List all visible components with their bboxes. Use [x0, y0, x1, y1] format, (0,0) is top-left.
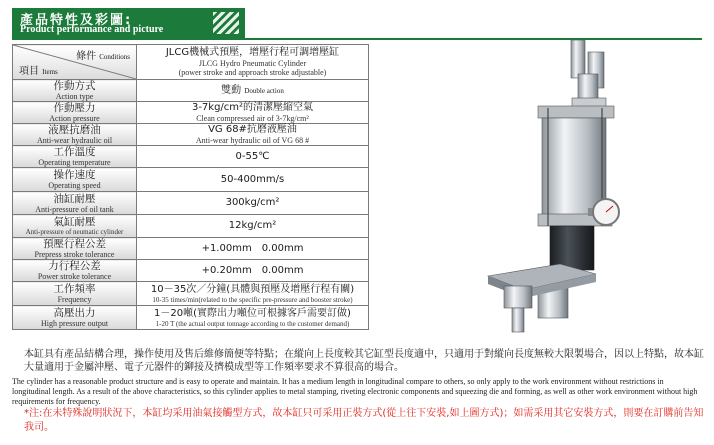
row-label	[13, 282, 137, 306]
row-label	[13, 215, 137, 238]
row-value	[137, 192, 369, 215]
label-en: Operating temperature	[38, 158, 111, 167]
value-text: 12kg/cm²	[228, 220, 277, 231]
installation-warning: *注:在未特殊說明狀況下，本缸均采用油氣接觸型方式，故本缸只可采用正裝方式(從上往下安裝,如上圖方式)；如需采用其它安裝方式，則要在訂購前告知我司。	[24, 408, 704, 433]
value-cn: 10－35次／分鐘(具體與預壓及增壓行程有關)	[150, 283, 355, 295]
corner-condition-en: Conditions	[99, 53, 130, 61]
table-row	[13, 124, 369, 146]
row-value	[137, 102, 369, 124]
value-text: +1.00mm 0.00mm	[201, 242, 304, 254]
label-en: High pressure output	[40, 319, 109, 328]
table-row	[13, 282, 369, 306]
row-value	[137, 282, 369, 306]
table-row	[13, 215, 369, 238]
label-en: Power stroke tolerance	[37, 272, 112, 281]
value-text: 50-400mm/s	[220, 173, 285, 185]
section-title-cn: 產品特性及彩圖:	[20, 13, 133, 28]
value-cn: 1－20噸(實際出力噸位可根據客戶需要訂做)	[154, 307, 351, 319]
corner-item	[19, 62, 58, 77]
label-cn: 氣缸耐壓	[53, 216, 96, 228]
value-cn: 雙動	[221, 84, 242, 96]
label-en: Anti-pressure of oil tank	[35, 204, 114, 214]
label-cn: 預壓行程公差	[43, 238, 106, 250]
model-name-en: JLCG Hydro Pneumatic Cylinder	[198, 59, 307, 68]
label-cn: 液壓抗磨油	[48, 124, 101, 136]
label-en: Anti-wear hydraulic oil	[36, 136, 113, 145]
model-name-en-sub: (power stroke and approach stroke adjustable)	[178, 68, 327, 77]
label-cn: 工作溫度	[53, 146, 96, 158]
row-label	[13, 102, 137, 124]
value-en: Anti-wear hydraulic oil of VG 68 #	[195, 136, 310, 145]
value-text: +0.20mm 0.00mm	[201, 264, 304, 276]
row-value	[137, 306, 369, 330]
row-label	[13, 260, 137, 282]
label-cn: 油缸耐壓	[53, 192, 96, 205]
row-label	[13, 306, 137, 330]
label-en: Frequency	[57, 295, 92, 304]
row-value	[137, 80, 369, 102]
table-row	[13, 306, 369, 330]
label-en: Action pressure	[49, 114, 100, 123]
spec-table	[12, 44, 369, 330]
corner-cell	[13, 45, 137, 80]
row-label	[13, 80, 137, 102]
description-cn: 本缸具有產品結構合理，操作使用及售后維修簡便等特點；在縱向上長度較其它缸型長度適中，只適用于對縱向長度無較大限製場合，因以上特點，故本缸大量適用于金屬沖壓、電子元器件的鉚接及擠模成型等工作頻率要求不算很高的場合。	[24, 349, 704, 373]
corner-condition-cn: 條件	[76, 51, 97, 62]
label-cn: 作動壓力	[53, 102, 96, 114]
value-en: Clean compressed air of 3-7kg/cm²	[196, 114, 309, 123]
table-row	[13, 238, 369, 260]
value-cn: VG 68#抗磨液壓油	[208, 124, 297, 135]
value-text: 300kg/cm²	[225, 197, 280, 208]
row-value	[137, 146, 369, 168]
row-value	[137, 168, 369, 192]
table-row	[13, 192, 369, 215]
label-en: Action type	[55, 92, 94, 101]
value-en: 1-20 T (the actual output tonnage according to the customer demand)	[155, 319, 350, 328]
row-label	[13, 238, 137, 260]
banner-stripes	[213, 12, 239, 34]
section-banner	[12, 8, 245, 38]
label-cn: 工作頻率	[53, 283, 96, 295]
table-header-row	[13, 45, 369, 80]
row-value	[137, 215, 369, 238]
table-row	[13, 260, 369, 282]
value-en: Double action	[244, 86, 284, 95]
cylinder-product-photo	[468, 38, 628, 340]
row-value	[137, 124, 369, 146]
label-en: Anti-pressure of neumatic cylinder	[25, 228, 124, 236]
label-cn: 操作速度	[53, 169, 96, 181]
table-row	[13, 102, 369, 124]
row-label	[13, 124, 137, 146]
model-name-cn: JLCG機械式預壓，增壓行程可調增壓缸	[165, 47, 340, 58]
model-cell	[137, 45, 369, 80]
table-row	[13, 146, 369, 168]
value-cn: 3-7kg/cm²的清潔壓縮空氣	[191, 102, 314, 113]
section-title-en: Product performance and picture	[20, 24, 164, 35]
value-en: 10-35 times/min(related to the specific pre-pressure and booster stroke)	[152, 295, 353, 304]
label-en: Prepress stroke tolerance	[34, 250, 115, 259]
value-text	[137, 85, 368, 97]
label-cn: 作動方式	[53, 80, 96, 92]
description-en: The cylinder has a reasonable product structure and is easy to operate and maintain. It has a medium length in longitudinal compare to others, so only apply to the work environment without restrictions in longitudinal length. As a result of the above characteristics, so this cylinder applies to metal stamping, riveting electronic components and squeezing die and forming, as well as other work environment without high requirements for frequency.	[12, 377, 698, 406]
corner-condition	[76, 47, 130, 62]
corner-item-cn: 項目	[19, 66, 39, 77]
corner-item-en: Items	[42, 68, 58, 76]
table-row	[13, 168, 369, 192]
label-cn: 高壓出力	[53, 307, 96, 319]
label-cn: 力行程公差	[48, 260, 101, 272]
row-label	[13, 192, 137, 215]
row-value	[137, 238, 369, 260]
value-text: 0-55℃	[235, 150, 270, 162]
row-value	[137, 260, 369, 282]
table-row	[13, 80, 369, 102]
row-label	[13, 146, 137, 168]
row-label	[13, 168, 137, 192]
label-en: Operating speed	[48, 181, 101, 190]
